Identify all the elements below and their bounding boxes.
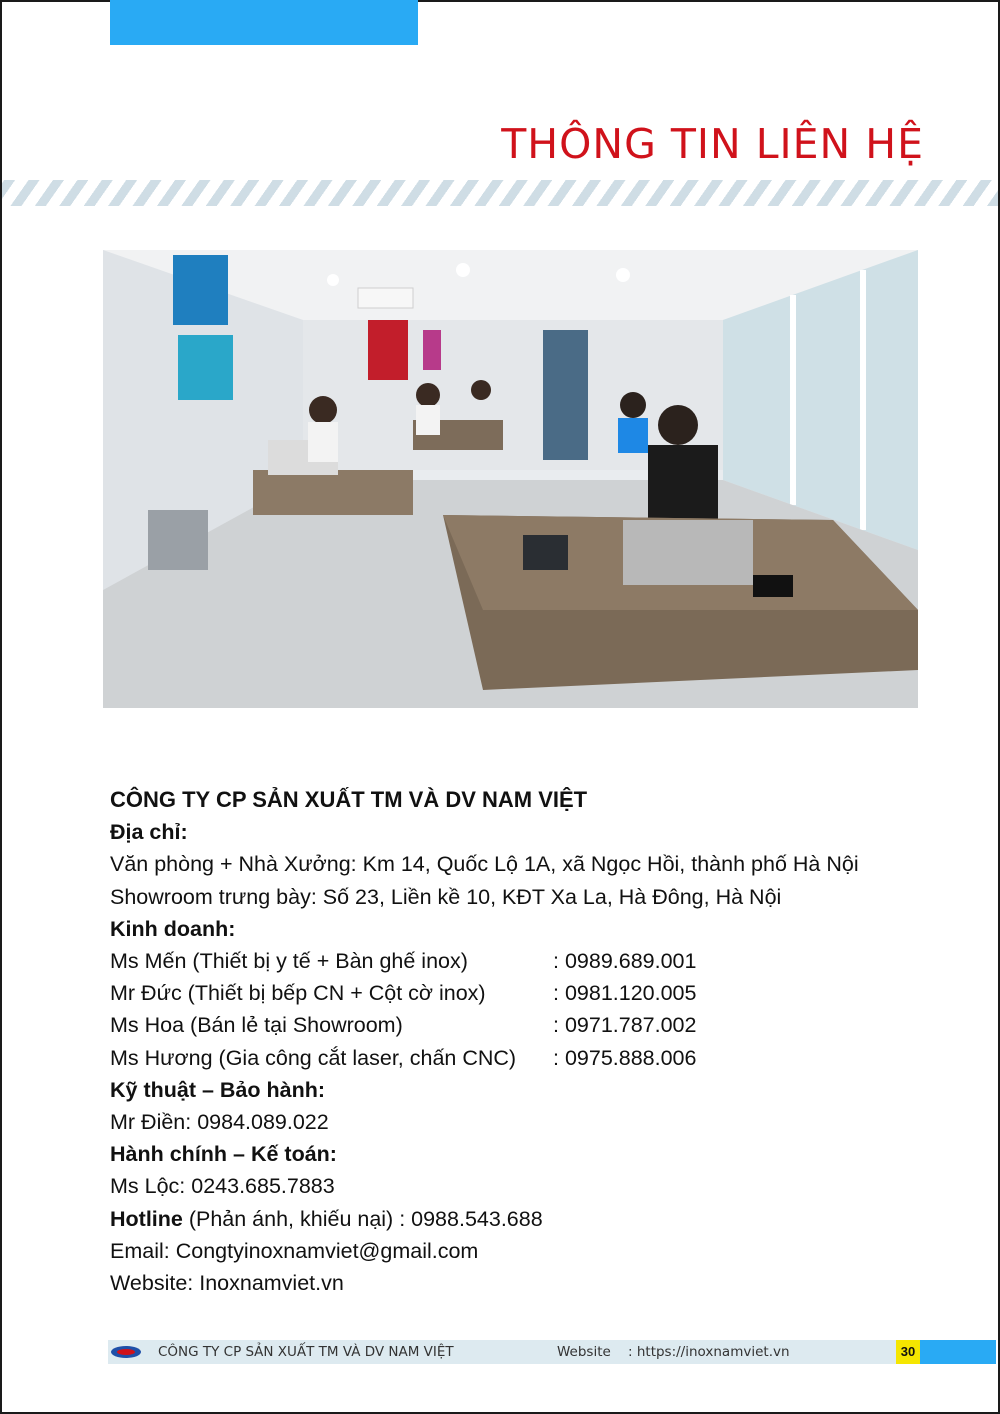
hotline-line <box>110 1203 930 1235</box>
address-heading: Địa chỉ: <box>110 820 188 845</box>
sales-heading: Kinh doanh: <box>110 916 236 941</box>
company-logo-icon <box>110 1345 142 1359</box>
sales-contact <box>110 1009 930 1041</box>
page-footer <box>108 1340 996 1364</box>
footer-company: CÔNG TY CP SẢN XUẤT TM VÀ DV NAM VIỆT <box>158 1344 454 1360</box>
sales-contact <box>110 1042 930 1074</box>
top-accent-bar <box>110 0 418 45</box>
contact-name: Mr Đức (Thiết bị bếp CN + Cột cờ inox) <box>110 981 486 1006</box>
page-number: 30 <box>896 1340 920 1364</box>
contact-phone: : 0975.888.006 <box>553 1045 697 1070</box>
email-line: Email: Congtyinoxnamviet@gmail.com <box>110 1238 479 1263</box>
admin-heading: Hành chính – Kế toán: <box>110 1142 337 1167</box>
address-office: Văn phòng + Nhà Xưởng: Km 14, Quốc Lộ 1A, xã Ngọc Hồi, thành phố Hà Nội <box>110 852 859 877</box>
company-name: CÔNG TY CP SẢN XUẤT TM VÀ DV NAM VIỆT <box>110 787 588 812</box>
sales-contact <box>110 977 930 1009</box>
contact-phone: : 0971.787.002 <box>553 1013 697 1038</box>
contact-phone: : 0981.120.005 <box>553 981 697 1006</box>
hotline-label: Hotline <box>110 1206 183 1231</box>
decorative-stripe <box>2 180 998 206</box>
contact-name: Ms Hoa (Bán lẻ tại Showroom) <box>110 1013 403 1038</box>
office-photo-illustration <box>103 250 918 708</box>
sales-contact <box>110 945 930 977</box>
hotline-detail: (Phản ánh, khiếu nại) : 0988.543.688 <box>182 1206 543 1231</box>
technical-contact: Mr Điền: 0984.089.022 <box>110 1110 329 1135</box>
page-title: THÔNG TIN LIÊN HỆ <box>501 120 924 168</box>
contact-name: Ms Mến (Thiết bị y tế + Bàn ghế inox) <box>110 949 468 974</box>
contact-phone: : 0989.689.001 <box>553 949 697 974</box>
office-photo <box>103 250 918 708</box>
contact-name: Ms Hương (Gia công cắt laser, chấn CNC) <box>110 1045 517 1070</box>
technical-heading: Kỹ thuật – Bảo hành: <box>110 1077 326 1102</box>
admin-contact: Ms Lộc: 0243.685.7883 <box>110 1174 335 1199</box>
contact-info <box>110 784 930 1299</box>
footer-website-label: Website <box>557 1344 611 1360</box>
website-line: Website: Inoxnamviet.vn <box>110 1271 344 1296</box>
footer-website-url: : https://inoxnamviet.vn <box>628 1344 790 1360</box>
address-showroom: Showroom trưng bày: Số 23, Liền kề 10, KĐT Xa La, Hà Đông, Hà Nội <box>110 884 782 909</box>
footer-accent-bar <box>920 1340 996 1364</box>
